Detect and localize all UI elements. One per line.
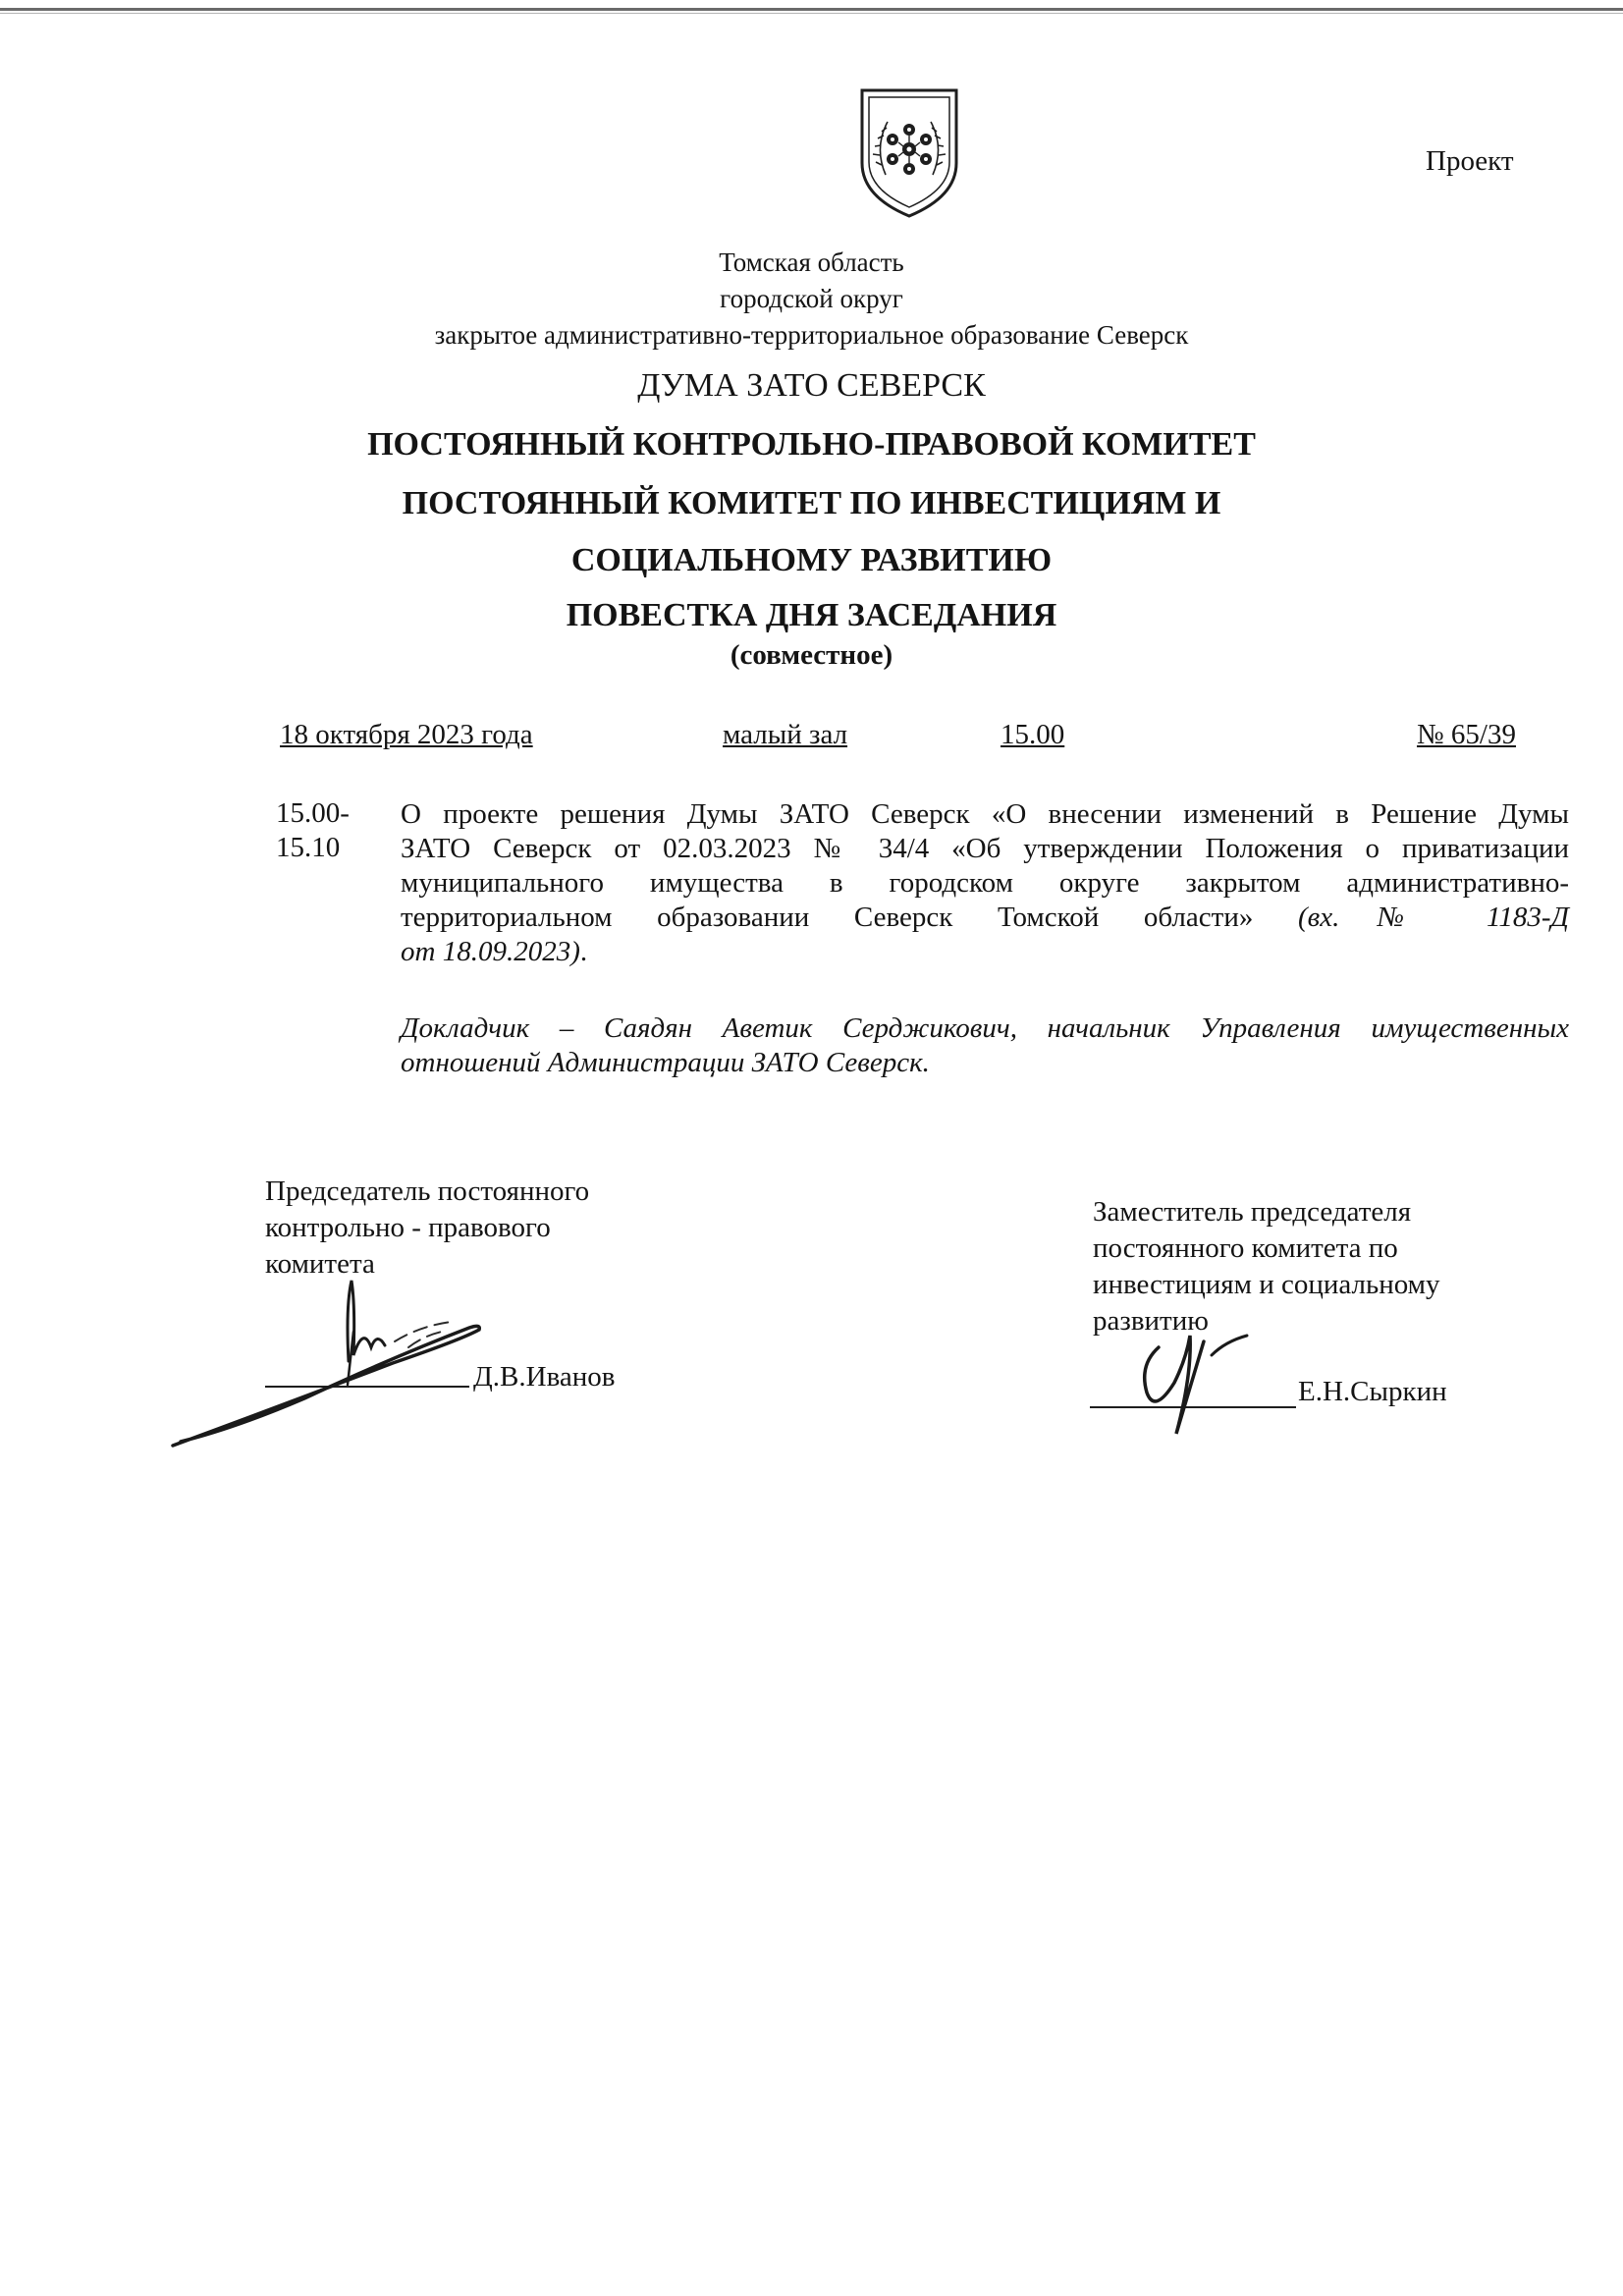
header-district: городской округ [720, 284, 903, 313]
scan-edge-shadow [0, 13, 1623, 14]
item-time-end: 15.10 [276, 832, 341, 863]
right-title-line: Заместитель председателя [1093, 1196, 1412, 1228]
agenda-item-subject: территориальном образовании Северск Томской области» [401, 902, 1254, 933]
left-handwritten-signature [167, 1267, 491, 1463]
agenda-item-line-end: . [579, 936, 588, 967]
agenda-subtitle: (совместное) [730, 639, 893, 671]
agenda-item-line: муниципального имущества в городском округе закрытом административно- [401, 867, 1569, 899]
right-title-line: постоянного комитета по [1093, 1232, 1398, 1264]
meeting-room: малый зал [723, 719, 848, 750]
right-handwritten-signature [1109, 1296, 1267, 1444]
committee-2-title-line-1: ПОСТОЯННЫЙ КОМИТЕТ ПО ИНВЕСТИЦИЯМ И [402, 485, 1221, 521]
right-title-line: инвестициям и социальному [1093, 1269, 1440, 1300]
agenda-item-line [401, 935, 1569, 969]
item-time-start: 15.00- [276, 797, 350, 829]
committee-1-title: ПОСТОЯННЫЙ КОНТРОЛЬНО-ПРАВОВОЙ КОМИТЕТ [367, 426, 1256, 463]
header-region: Томская область [719, 247, 904, 277]
incoming-number: (вх.№ 1183-Д [1297, 902, 1570, 933]
agenda-item-line: О проекте решения Думы ЗАТО Северск «О внесении изменений в Решение Думы [401, 798, 1569, 830]
coat-of-arms-icon [856, 86, 962, 220]
meeting-time: 15.00 [1001, 719, 1065, 750]
committee-2-title-line-2: СОЦИАЛЬНОМУ РАЗВИТИЮ [570, 542, 1053, 578]
left-title-line: Председатель постоянного [265, 1175, 590, 1207]
agenda-item-text [401, 797, 1569, 969]
scan-edge [0, 8, 1623, 11]
speaker-line: Докладчик – Саядян Аветик Серджикович, начальник Управления имущественных [401, 1012, 1569, 1044]
header-zato: закрытое административно-территориальное образование Северск [434, 320, 1189, 350]
left-signatory-name: Д.В.Иванов [473, 1361, 616, 1393]
meeting-date: 18 октября 2023 года [280, 719, 533, 750]
speaker-text [401, 1011, 1569, 1080]
incoming-date: от 18.09.2023) [401, 936, 580, 967]
right-signatory-name: Е.Н.Сыркин [1298, 1376, 1447, 1407]
agenda-item-line: ЗАТО Северск от 02.03.2023 № 34/4 «Об утверждении Положения о приватизации [401, 833, 1569, 864]
right-title-line: развитию [1093, 1305, 1209, 1337]
meeting-number: № 65/39 [1417, 719, 1516, 750]
agenda-title: ПОВЕСТКА ДНЯ ЗАСЕДАНИЯ [566, 597, 1057, 633]
left-title-line: контрольно - правового [265, 1212, 551, 1243]
draft-label: Проект [1426, 145, 1514, 177]
left-title-line: комитета [265, 1248, 375, 1280]
agenda-item-line [401, 901, 1569, 935]
header-duma: ДУМА ЗАТО СЕВЕРСК [637, 367, 986, 404]
speaker-line: отношений Администрации ЗАТО Северск. [401, 1047, 930, 1078]
